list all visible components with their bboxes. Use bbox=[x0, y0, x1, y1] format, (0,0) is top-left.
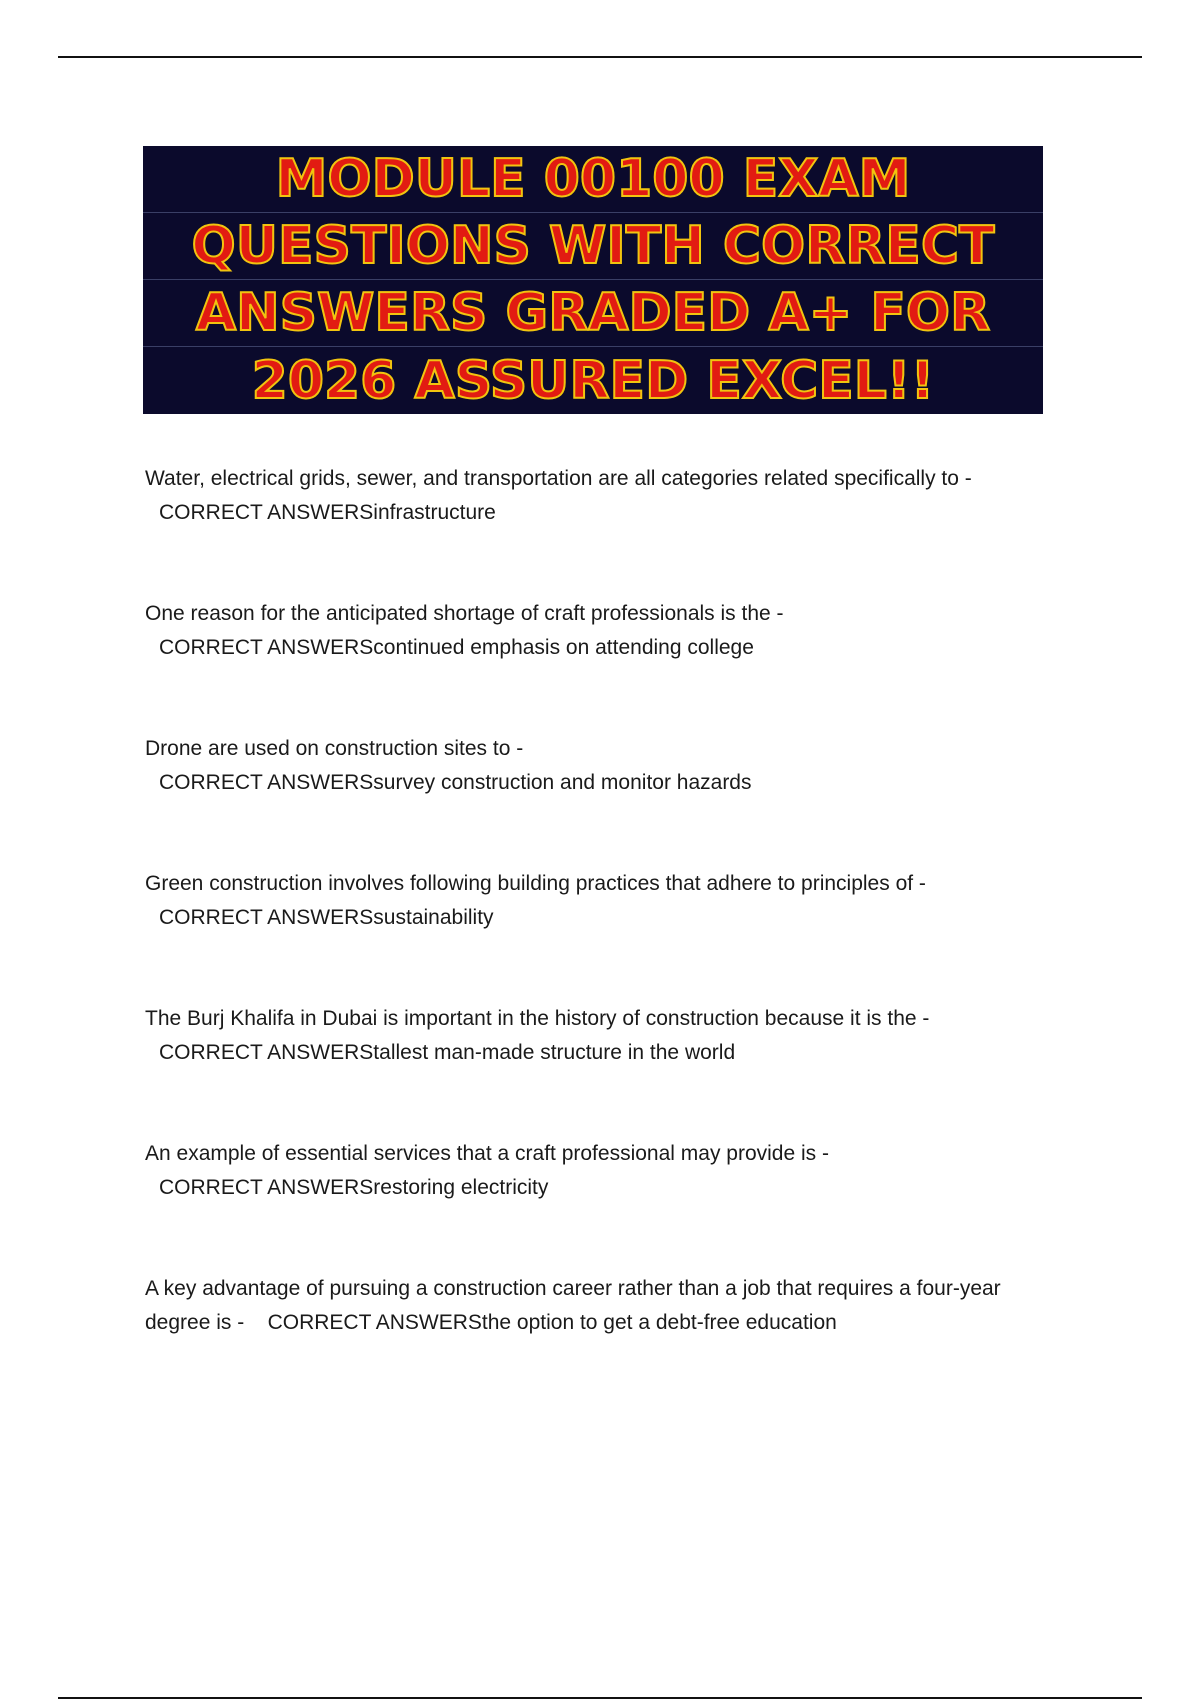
banner-line-2: QUESTIONS WITH CORRECT bbox=[143, 213, 1043, 280]
question-text: Green construction involves following building practices that adhere to principles of - bbox=[145, 872, 926, 895]
answer-text: CORRECT ANSWERSsurvey construction and monitor hazards bbox=[159, 771, 752, 794]
title-banner bbox=[143, 146, 1043, 414]
question-text: The Burj Khalifa in Dubai is important in the history of construction because it is the - bbox=[145, 1007, 930, 1030]
question-text: One reason for the anticipated shortage of craft professionals is the - bbox=[145, 602, 784, 625]
qa-item-2 bbox=[145, 597, 1045, 665]
question-text: Drone are used on construction sites to - bbox=[145, 737, 524, 760]
question-text: Water, electrical grids, sewer, and transportation are all categories related specifically to - bbox=[145, 467, 972, 490]
qa-item-7 bbox=[145, 1272, 1045, 1340]
answer-text: CORRECT ANSWERSsustainability bbox=[159, 906, 494, 929]
bottom-rule bbox=[58, 1697, 1142, 1699]
qa-item-3 bbox=[145, 732, 1045, 800]
banner-line-4: 2026 ASSURED EXCEL!! bbox=[251, 350, 935, 411]
question-text: An example of essential services that a craft professional may provide is - bbox=[145, 1142, 829, 1165]
banner-line-1: MODULE 00100 EXAM bbox=[143, 146, 1043, 213]
question-answer-separator bbox=[250, 1311, 262, 1334]
answer-text: CORRECT ANSWERSthe option to get a debt-free education bbox=[267, 1311, 837, 1334]
answer-text: CORRECT ANSWERSinfrastructure bbox=[159, 501, 496, 524]
top-rule bbox=[58, 56, 1142, 58]
answer-text: CORRECT ANSWERSrestoring electricity bbox=[159, 1176, 549, 1199]
answer-text: CORRECT ANSWERStallest man-made structure in the world bbox=[159, 1041, 736, 1064]
qa-item-6 bbox=[145, 1137, 1045, 1205]
question-answer-list bbox=[145, 462, 1045, 1407]
qa-item-5 bbox=[145, 1002, 1045, 1070]
banner-line-3: ANSWERS GRADED A+ FOR bbox=[143, 280, 1043, 347]
question-text: A key advantage of pursuing a construction career rather than a job that requires a four-year degree is - bbox=[145, 1277, 1001, 1334]
qa-item-4 bbox=[145, 867, 1045, 935]
answer-text: CORRECT ANSWERScontinued emphasis on attending college bbox=[159, 636, 754, 659]
qa-item-1 bbox=[145, 462, 1045, 530]
